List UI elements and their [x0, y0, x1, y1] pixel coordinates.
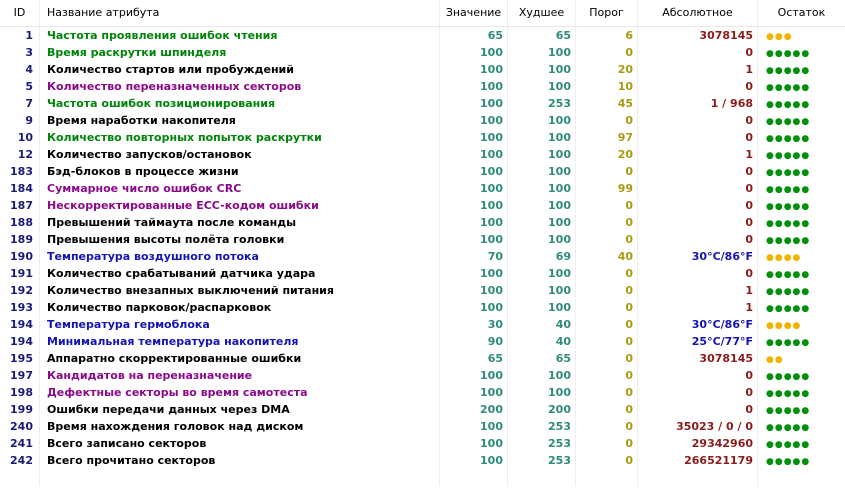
- attribute-name: Бэд-блоков в процессе жизни: [40, 163, 440, 180]
- attribute-id: 184: [0, 180, 40, 197]
- table-row[interactable]: [0, 44, 845, 61]
- attribute-value: 100: [440, 78, 508, 95]
- health-dots-icon: ●●●●●: [766, 66, 811, 76]
- column-header-name[interactable]: Название атрибута: [40, 0, 440, 26]
- attribute-raw: 1 / 968: [638, 95, 758, 112]
- table-row[interactable]: [0, 299, 845, 316]
- health-indicator: [758, 265, 845, 282]
- attribute-id: 4: [0, 61, 40, 78]
- health-dots-icon: ●●●●●: [766, 440, 811, 450]
- table-header: [0, 0, 845, 27]
- health-dots-icon: ●●●●●: [766, 219, 811, 229]
- attribute-value: 100: [440, 435, 508, 452]
- table-row[interactable]: [0, 265, 845, 282]
- health-indicator: [758, 112, 845, 129]
- health-indicator: [758, 27, 845, 44]
- attribute-value: 100: [440, 163, 508, 180]
- health-indicator: [758, 367, 845, 384]
- attribute-raw: 0: [638, 231, 758, 248]
- attribute-worst: 100: [508, 299, 576, 316]
- table-row[interactable]: [0, 435, 845, 452]
- attribute-worst: 100: [508, 129, 576, 146]
- attribute-worst: 200: [508, 401, 576, 418]
- attribute-worst: 253: [508, 435, 576, 452]
- attribute-threshold: 0: [576, 299, 638, 316]
- table-row[interactable]: [0, 350, 845, 367]
- table-row[interactable]: [0, 367, 845, 384]
- attribute-threshold: 0: [576, 350, 638, 367]
- health-indicator: [758, 452, 845, 469]
- health-indicator: [758, 316, 845, 333]
- attribute-id: 240: [0, 418, 40, 435]
- table-row-empty: [0, 469, 845, 486]
- health-dots-icon: ●●●●: [766, 321, 802, 331]
- attribute-threshold: 0: [576, 418, 638, 435]
- attribute-value: 100: [440, 146, 508, 163]
- table-row[interactable]: [0, 78, 845, 95]
- health-indicator: [758, 95, 845, 112]
- attribute-name: Дефектные секторы во время самотеста: [40, 384, 440, 401]
- attribute-raw: 29342960: [638, 435, 758, 452]
- attribute-value: 100: [440, 129, 508, 146]
- attribute-worst: 100: [508, 282, 576, 299]
- health-dots-icon: ●●●●●: [766, 185, 811, 195]
- health-indicator: [758, 146, 845, 163]
- attribute-name: Частота проявления ошибок чтения: [40, 27, 440, 44]
- empty-cell: [0, 469, 40, 486]
- attribute-name: Температура гермоблока: [40, 316, 440, 333]
- attribute-name: Суммарное число ошибок CRC: [40, 180, 440, 197]
- attribute-threshold: 0: [576, 265, 638, 282]
- attribute-value: 100: [440, 61, 508, 78]
- attribute-worst: 100: [508, 367, 576, 384]
- attribute-id: 12: [0, 146, 40, 163]
- table-row[interactable]: [0, 248, 845, 265]
- health-indicator: [758, 401, 845, 418]
- attribute-id: 193: [0, 299, 40, 316]
- attribute-name: Время нахождения головок над диском: [40, 418, 440, 435]
- attribute-id: 190: [0, 248, 40, 265]
- health-indicator: [758, 435, 845, 452]
- empty-cell: [638, 469, 758, 486]
- attribute-threshold: 0: [576, 367, 638, 384]
- attribute-name: Кандидатов на переназначение: [40, 367, 440, 384]
- attribute-threshold: 0: [576, 112, 638, 129]
- attribute-name: Количество переназначенных секторов: [40, 78, 440, 95]
- health-dots-icon: ●●●●●: [766, 151, 811, 161]
- attribute-value: 100: [440, 384, 508, 401]
- column-header-value[interactable]: Значение: [440, 0, 508, 26]
- attribute-id: 242: [0, 452, 40, 469]
- attribute-id: 199: [0, 401, 40, 418]
- attribute-raw: 1: [638, 61, 758, 78]
- health-indicator: [758, 163, 845, 180]
- attribute-raw: 0: [638, 384, 758, 401]
- column-header-threshold[interactable]: Порог: [576, 0, 638, 26]
- attribute-raw: 30°C/86°F: [638, 248, 758, 265]
- attribute-id: 194: [0, 316, 40, 333]
- health-indicator: [758, 299, 845, 316]
- health-dots-icon: ●●●●●: [766, 100, 811, 110]
- table-row[interactable]: [0, 197, 845, 214]
- attribute-worst: 100: [508, 231, 576, 248]
- attribute-value: 70: [440, 248, 508, 265]
- health-indicator: [758, 282, 845, 299]
- table-row[interactable]: [0, 282, 845, 299]
- health-indicator: [758, 333, 845, 350]
- attribute-worst: 100: [508, 180, 576, 197]
- attribute-raw: 3078145: [638, 350, 758, 367]
- health-indicator: [758, 61, 845, 78]
- table-row[interactable]: [0, 61, 845, 78]
- attribute-raw: 0: [638, 44, 758, 61]
- attribute-raw: 0: [638, 112, 758, 129]
- empty-cell: [40, 469, 440, 486]
- attribute-worst: 40: [508, 333, 576, 350]
- attribute-worst: 100: [508, 214, 576, 231]
- attribute-raw: 30°C/86°F: [638, 316, 758, 333]
- health-dots-icon: ●●●●: [766, 253, 802, 263]
- health-dots-icon: ●●●●●: [766, 457, 811, 467]
- table-row[interactable]: [0, 27, 845, 44]
- attribute-worst: 253: [508, 95, 576, 112]
- attribute-threshold: 99: [576, 180, 638, 197]
- table-row[interactable]: [0, 231, 845, 248]
- attribute-value: 100: [440, 197, 508, 214]
- table-row[interactable]: [0, 112, 845, 129]
- attribute-value: 100: [440, 367, 508, 384]
- health-dots-icon: ●●●●●: [766, 304, 811, 314]
- attribute-threshold: 40: [576, 248, 638, 265]
- attribute-value: 100: [440, 180, 508, 197]
- health-dots-icon: ●●●●●: [766, 202, 811, 212]
- attribute-threshold: 97: [576, 129, 638, 146]
- attribute-raw: 0: [638, 129, 758, 146]
- attribute-raw: 35023 / 0 / 0: [638, 418, 758, 435]
- health-dots-icon: ●●●●●: [766, 168, 811, 178]
- table-body: [0, 27, 845, 469]
- attribute-value: 100: [440, 112, 508, 129]
- table-row[interactable]: [0, 146, 845, 163]
- table-row[interactable]: [0, 452, 845, 469]
- attribute-raw: 25°C/77°F: [638, 333, 758, 350]
- attribute-worst: 100: [508, 384, 576, 401]
- attribute-id: 187: [0, 197, 40, 214]
- attribute-value: 100: [440, 265, 508, 282]
- attribute-value: 90: [440, 333, 508, 350]
- attribute-name: Всего прочитано секторов: [40, 452, 440, 469]
- health-dots-icon: ●●: [766, 355, 784, 365]
- attribute-threshold: 0: [576, 44, 638, 61]
- attribute-worst: 69: [508, 248, 576, 265]
- attribute-name: Время раскрутки шпинделя: [40, 44, 440, 61]
- attribute-worst: 100: [508, 163, 576, 180]
- attribute-id: 194: [0, 333, 40, 350]
- attribute-id: 5: [0, 78, 40, 95]
- attribute-raw: 3078145: [638, 27, 758, 44]
- attribute-name: Количество стартов или пробуждений: [40, 61, 440, 78]
- attribute-name: Количество внезапных выключений питания: [40, 282, 440, 299]
- table-row[interactable]: [0, 180, 845, 197]
- health-indicator: [758, 350, 845, 367]
- attribute-name: Минимальная температура накопителя: [40, 333, 440, 350]
- attribute-raw: 0: [638, 265, 758, 282]
- table-row[interactable]: [0, 401, 845, 418]
- attribute-worst: 100: [508, 197, 576, 214]
- empty-cell: [758, 469, 845, 486]
- attribute-threshold: 0: [576, 333, 638, 350]
- attribute-raw: 0: [638, 367, 758, 384]
- empty-cell: [440, 469, 508, 486]
- attribute-threshold: 20: [576, 61, 638, 78]
- attribute-threshold: 0: [576, 435, 638, 452]
- health-dots-icon: ●●●●●: [766, 117, 811, 127]
- attribute-value: 100: [440, 418, 508, 435]
- attribute-value: 30: [440, 316, 508, 333]
- table-row[interactable]: [0, 418, 845, 435]
- attribute-worst: 65: [508, 27, 576, 44]
- health-indicator: [758, 129, 845, 146]
- attribute-worst: 253: [508, 452, 576, 469]
- table-row[interactable]: [0, 384, 845, 401]
- table-row[interactable]: [0, 129, 845, 146]
- attribute-raw: 0: [638, 197, 758, 214]
- attribute-value: 200: [440, 401, 508, 418]
- health-dots-icon: ●●●: [766, 32, 793, 42]
- attribute-worst: 100: [508, 61, 576, 78]
- attribute-value: 65: [440, 350, 508, 367]
- attribute-name: Количество повторных попыток раскрутки: [40, 129, 440, 146]
- attribute-id: 192: [0, 282, 40, 299]
- health-dots-icon: ●●●●●: [766, 270, 811, 280]
- attribute-name: Всего записано секторов: [40, 435, 440, 452]
- health-dots-icon: ●●●●●: [766, 423, 811, 433]
- attribute-worst: 65: [508, 350, 576, 367]
- table-row[interactable]: [0, 333, 845, 350]
- attribute-threshold: 45: [576, 95, 638, 112]
- attribute-name: Ошибки передачи данных через DMA: [40, 401, 440, 418]
- health-indicator: [758, 418, 845, 435]
- attribute-value: 100: [440, 214, 508, 231]
- attribute-worst: 253: [508, 418, 576, 435]
- attribute-name: Частота ошибок позиционирования: [40, 95, 440, 112]
- attribute-raw: 0: [638, 401, 758, 418]
- attribute-threshold: 6: [576, 27, 638, 44]
- attribute-worst: 100: [508, 146, 576, 163]
- health-indicator: [758, 44, 845, 61]
- attribute-threshold: 0: [576, 282, 638, 299]
- attribute-raw: 0: [638, 78, 758, 95]
- empty-cell: [508, 469, 576, 486]
- attribute-id: 195: [0, 350, 40, 367]
- attribute-threshold: 20: [576, 146, 638, 163]
- health-indicator: [758, 384, 845, 401]
- attribute-id: 198: [0, 384, 40, 401]
- attribute-worst: 40: [508, 316, 576, 333]
- attribute-name: Количество парковок/распарковок: [40, 299, 440, 316]
- attribute-value: 100: [440, 452, 508, 469]
- attribute-value: 100: [440, 95, 508, 112]
- table-row[interactable]: [0, 163, 845, 180]
- attribute-threshold: 0: [576, 231, 638, 248]
- attribute-threshold: 0: [576, 214, 638, 231]
- column-header-remain[interactable]: Остаток: [777, 6, 826, 19]
- health-indicator: [758, 214, 845, 231]
- attribute-value: 65: [440, 27, 508, 44]
- attribute-threshold: 0: [576, 384, 638, 401]
- attribute-name: Нескорректированные ECC-кодом ошибки: [40, 197, 440, 214]
- attribute-id: 3: [0, 44, 40, 61]
- column-header-worst[interactable]: Худшее: [508, 0, 576, 26]
- attribute-raw: 1: [638, 282, 758, 299]
- attribute-id: 189: [0, 231, 40, 248]
- attribute-threshold: 0: [576, 163, 638, 180]
- attribute-threshold: 0: [576, 452, 638, 469]
- empty-cell: [576, 469, 638, 486]
- attribute-name: Количество запусков/остановок: [40, 146, 440, 163]
- attribute-raw: 1: [638, 146, 758, 163]
- table-row[interactable]: [0, 95, 845, 112]
- attribute-name: Количество срабатываний датчика удара: [40, 265, 440, 282]
- health-dots-icon: ●●●●●: [766, 372, 811, 382]
- attribute-worst: 100: [508, 44, 576, 61]
- health-dots-icon: ●●●●●: [766, 236, 811, 246]
- attribute-value: 100: [440, 282, 508, 299]
- health-indicator: [758, 78, 845, 95]
- attribute-raw: 266521179: [638, 452, 758, 469]
- attribute-id: 241: [0, 435, 40, 452]
- attribute-id: 10: [0, 129, 40, 146]
- attribute-threshold: 0: [576, 197, 638, 214]
- health-dots-icon: ●●●●●: [766, 287, 811, 297]
- column-header-raw[interactable]: Абсолютное: [638, 0, 758, 26]
- attribute-value: 100: [440, 299, 508, 316]
- health-indicator: [758, 197, 845, 214]
- attribute-id: 7: [0, 95, 40, 112]
- health-dots-icon: ●●●●●: [766, 134, 811, 144]
- attribute-name: Аппаратно скорректированные ошибки: [40, 350, 440, 367]
- attribute-threshold: 0: [576, 316, 638, 333]
- health-indicator: [758, 248, 845, 265]
- attribute-name: Превышений таймаута после команды: [40, 214, 440, 231]
- attribute-raw: 1: [638, 299, 758, 316]
- health-dots-icon: ●●●●●: [766, 406, 811, 416]
- attribute-name: Температура воздушного потока: [40, 248, 440, 265]
- table-row[interactable]: [0, 316, 845, 333]
- attribute-worst: 100: [508, 78, 576, 95]
- attribute-raw: 0: [638, 214, 758, 231]
- health-dots-icon: ●●●●●: [766, 83, 811, 93]
- attribute-value: 100: [440, 44, 508, 61]
- attribute-id: 9: [0, 112, 40, 129]
- column-header-id[interactable]: ID: [0, 0, 40, 26]
- attribute-id: 191: [0, 265, 40, 282]
- attribute-name: Превышения высоты полёта головки: [40, 231, 440, 248]
- health-dots-icon: ●●●●●: [766, 389, 811, 399]
- attribute-worst: 100: [508, 265, 576, 282]
- attribute-id: 1: [0, 27, 40, 44]
- attribute-threshold: 10: [576, 78, 638, 95]
- health-indicator: [758, 180, 845, 197]
- attribute-id: 183: [0, 163, 40, 180]
- attribute-raw: 0: [638, 163, 758, 180]
- attribute-raw: 0: [638, 180, 758, 197]
- attribute-id: 188: [0, 214, 40, 231]
- health-dots-icon: ●●●●●: [766, 49, 811, 59]
- attribute-id: 197: [0, 367, 40, 384]
- attribute-worst: 100: [508, 112, 576, 129]
- table-row[interactable]: [0, 214, 845, 231]
- health-indicator: [758, 231, 845, 248]
- attribute-threshold: 0: [576, 401, 638, 418]
- attribute-value: 100: [440, 231, 508, 248]
- health-dots-icon: ●●●●●: [766, 338, 811, 348]
- attribute-name: Время наработки накопителя: [40, 112, 440, 129]
